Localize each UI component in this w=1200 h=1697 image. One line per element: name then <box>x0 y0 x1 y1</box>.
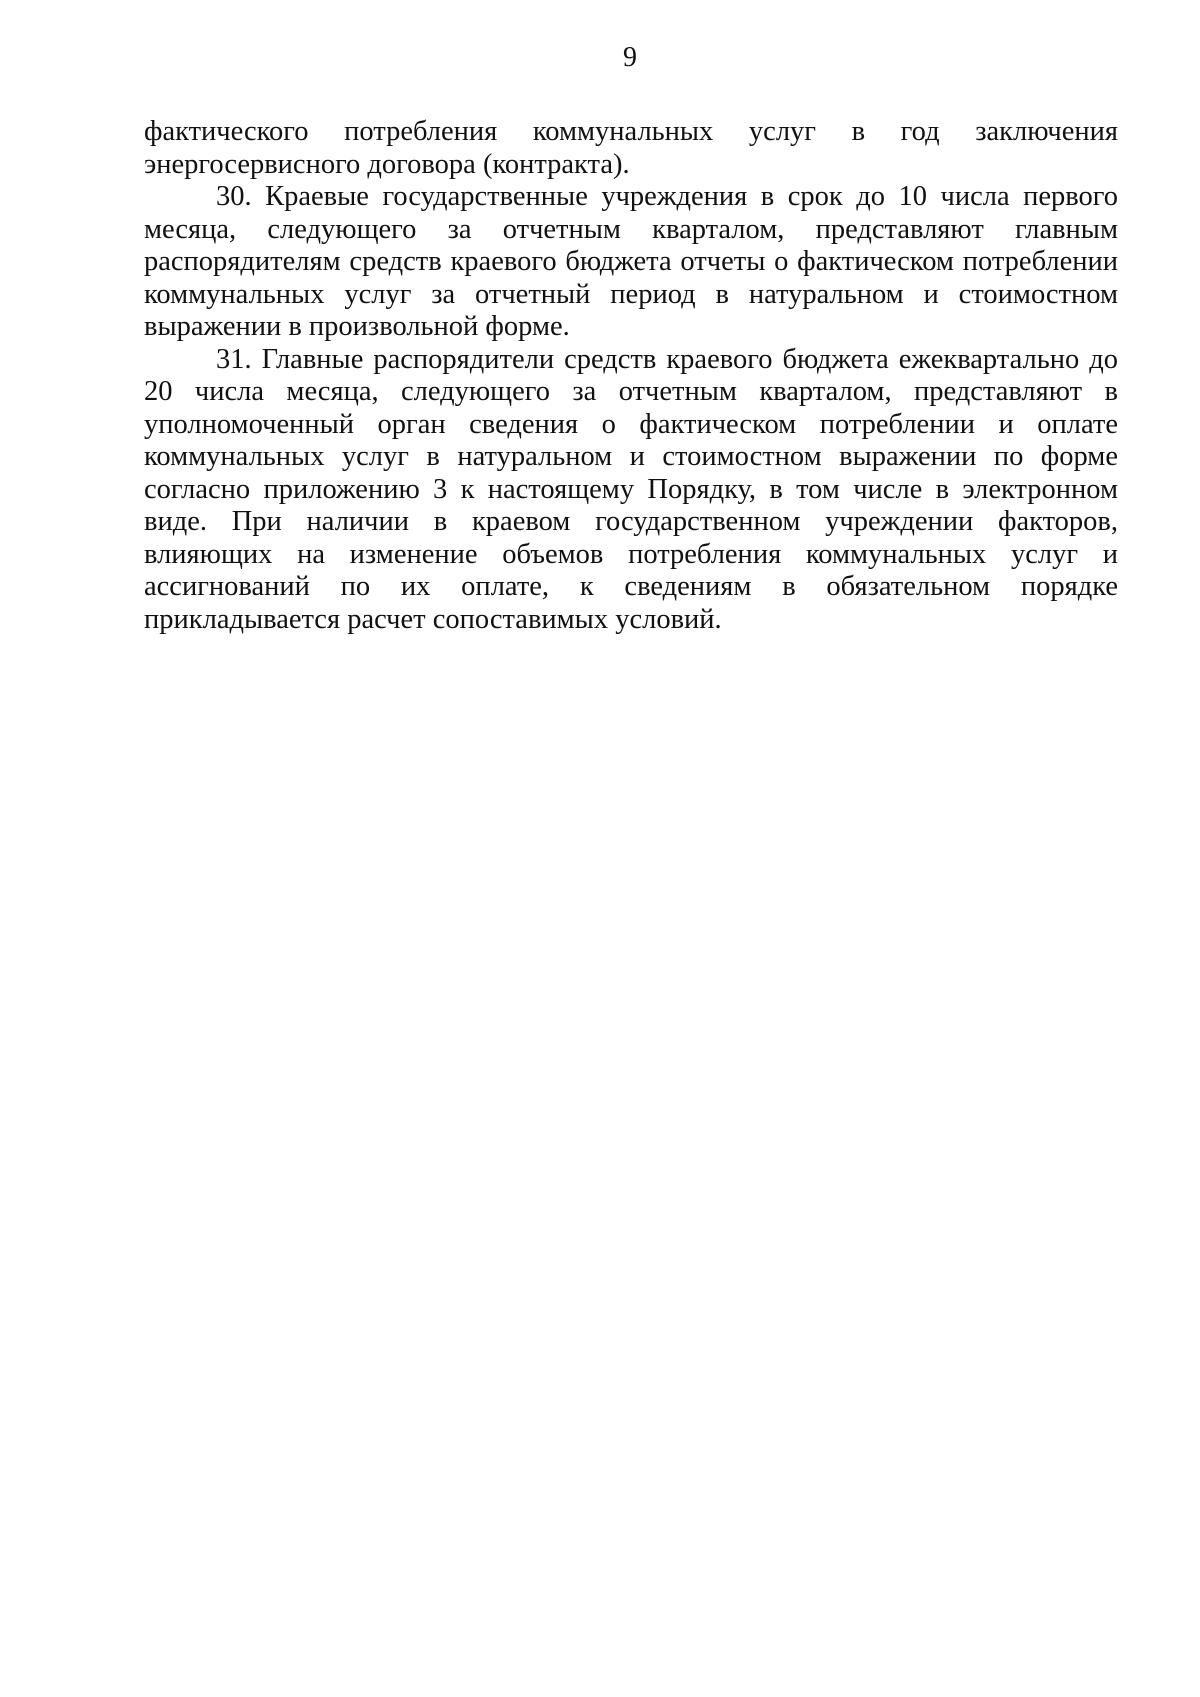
paragraph-31: 31. Главные распорядители средств краевого бюджета ежеквартально до 20 числа месяца, следующего за отчетным кварталом, представляют в уполномоченный орган сведения о фактическом потреблении и оплате коммунальных услуг в натуральном и стоимостном выражении по форме согласно приложению 3 к настоящему Порядку, в том числе в электронном виде. При наличии в краевом государственном учреждении факторов, влияющих на изменение объемов потребления коммунальных услуг и ассигнований по их оплате, к сведениям в обязательном порядке прикладывается расчет сопоставимых условий. <box>144 343 1118 635</box>
document-body <box>144 116 1118 636</box>
paragraph-continuation: фактического потребления коммунальных услуг в год заключения энергосервисного договора (контракта). <box>144 116 1118 180</box>
page-number: 9 <box>623 42 637 73</box>
paragraph-30: 30. Краевые государственные учреждения в срок до 10 числа первого месяца, следующего за отчетным кварталом, представляют главным распорядителям средств краевого бюджета отчеты о фактическом потреблении коммунальных услуг за отчетный период в натуральном и стоимостном выражении в произвольной форме. <box>144 181 1118 342</box>
